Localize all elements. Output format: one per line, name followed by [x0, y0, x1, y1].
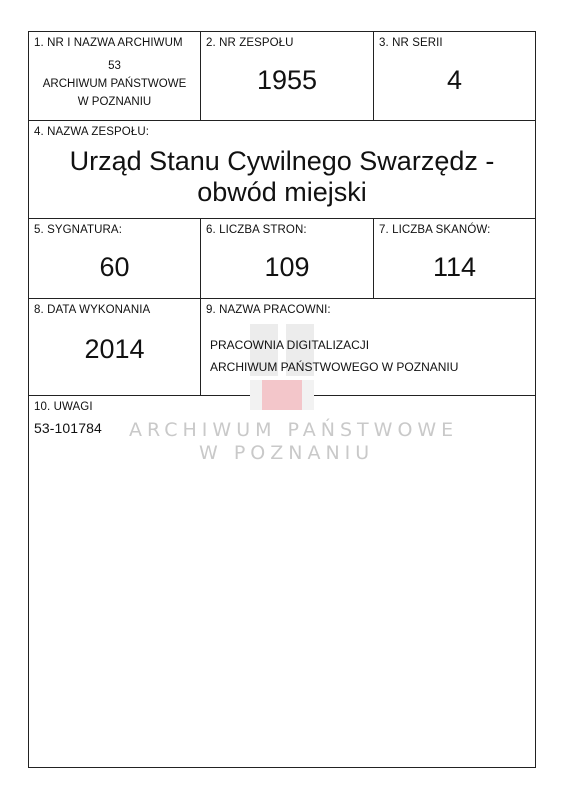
remarks-label: 10. UWAGI: [34, 401, 93, 413]
signature-value: 60: [99, 252, 130, 282]
archive-label: 1. NR I NAZWA ARCHIWUM: [34, 37, 183, 49]
series-number-cell: [374, 32, 535, 120]
fonds-number-label: 2. NR ZESPOŁU: [206, 37, 294, 49]
fonds-number-cell: [201, 32, 373, 120]
fonds-name-cell: [29, 121, 535, 218]
series-number-value: 4: [446, 65, 463, 95]
date-cell: [29, 299, 200, 395]
fonds-name-line2: obwód miejski: [197, 177, 367, 207]
scan-count-value: 114: [432, 252, 477, 282]
page-count-label: 6. LICZBA STRON:: [206, 224, 307, 236]
page-count-value: 109: [264, 252, 310, 282]
signature-cell: [29, 219, 200, 298]
fonds-number-value: 1955: [256, 65, 318, 95]
archive-name-line1: ARCHIWUM PAŃSTWOWE: [42, 78, 187, 90]
remarks-value: 53-101784: [34, 420, 102, 436]
archive-cell: [29, 32, 200, 120]
metadata-card: [28, 31, 536, 768]
archive-number: 53: [108, 60, 121, 72]
scan-count-cell: [374, 219, 535, 298]
page-count-cell: [201, 219, 373, 298]
series-number-label: 3. NR SERII: [379, 37, 443, 49]
watermark-text-line2: W POZNANIU: [199, 442, 375, 464]
fonds-name-line1: Urząd Stanu Cywilnego Swarzędz -: [69, 146, 495, 176]
signature-label: 5. SYGNATURA:: [34, 224, 122, 236]
scan-count-label: 7. LICZBA SKANÓW:: [379, 224, 491, 236]
fonds-name-label: 4. NAZWA ZESPOŁU:: [34, 126, 150, 138]
lab-label: 9. NAZWA PRACOWNI:: [206, 304, 331, 316]
date-value: 2014: [84, 334, 145, 364]
lab-cell: [201, 299, 535, 395]
watermark-text-line1: ARCHIWUM PAŃSTWOWE: [129, 419, 459, 441]
lab-line2: ARCHIWUM PAŃSTWOWEGO W POZNANIU: [210, 360, 459, 374]
lab-line1: PRACOWNIA DIGITALIZACJI: [210, 338, 370, 352]
remarks-cell: [29, 396, 535, 767]
date-label: 8. DATA WYKONANIA: [34, 304, 151, 316]
archive-name-line2: W POZNANIU: [77, 96, 152, 108]
